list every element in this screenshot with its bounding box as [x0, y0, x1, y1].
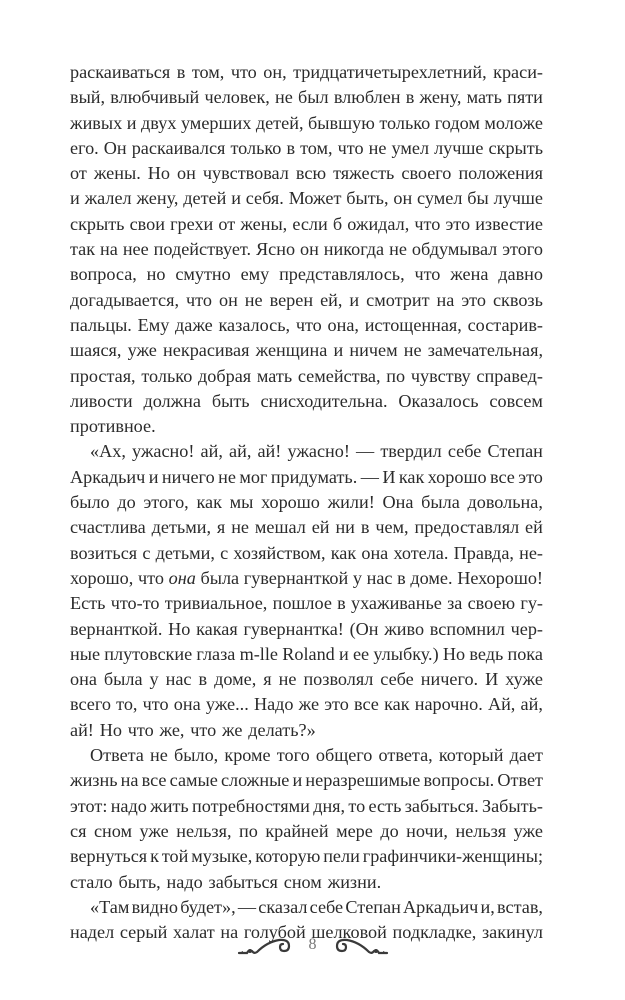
- text-line: так на нее подействует. Ясно он никогда не обдумывал этого: [70, 239, 543, 260]
- text-line: вернанткой. Но какая гувернантка! (Он живо вспомнил чер-: [70, 618, 543, 639]
- page-body-text: [70, 60, 543, 945]
- page-footer: [0, 930, 625, 960]
- text-line: Аркадьич и ничего не мог придумать. — И как хорошо все это: [70, 466, 543, 487]
- text-line: хорошо, что она была гувернанткой у нас в доме. Нехорошо!: [70, 567, 543, 588]
- ornament-right-icon: [331, 934, 389, 956]
- text-line: она была у нас в доме, я не позволял себе ничего. И хуже: [70, 669, 543, 690]
- text-line: догадывается, что он не верен ей, и смотрит на это сквозь: [70, 289, 543, 310]
- text-line: его. Он раскаивался только в том, что не умел лучше скрыть: [70, 137, 543, 158]
- text-line: ай! Но что же, что же делать?»: [70, 719, 316, 740]
- text-line: возиться с детьми, с хозяйством, как она хотела. Правда, не-: [70, 542, 543, 563]
- text-line: счастлива детьми, я не мешал ей ни в чем, предоставлял ей: [70, 517, 543, 538]
- text-line: живых и двух умерших детей, бывшую только годом моложе: [70, 112, 543, 133]
- text-line: Есть что-то тривиальное, пошлое в ухаживанье за своею гу-: [70, 593, 543, 614]
- ornament-left-icon: [237, 934, 295, 956]
- text-line: от жены. Но он чувствовал всю тяжесть своего положения: [70, 163, 543, 184]
- text-line: этот: надо жить потребностями дня, то есть забыться. Забыть-: [70, 795, 543, 816]
- text-line: Ответа не было, кроме того общего ответа, который дает: [90, 745, 543, 766]
- text-line: простая, только добрая мать семейства, по чувству справед-: [70, 365, 543, 386]
- text-line: всего то, что она уже... Надо же это все как нарочно. Ай, ай,: [70, 694, 543, 715]
- page-number: 8: [308, 936, 317, 953]
- text-line: было до этого, как мы хорошо жили! Она была довольна,: [70, 492, 543, 513]
- text-line: пальцы. Ему даже казалось, что она, истощенная, состарив-: [70, 314, 543, 335]
- text-line: раскаиваться в том, что он, тридцатичетырехлетний, краси-: [70, 62, 543, 82]
- text-line: вый, влюбчивый человек, не был влюблен в жену, мать пяти: [70, 87, 543, 108]
- text-line: вернуться к той музыке, которую пели графинчики-женщины;: [70, 846, 543, 867]
- text-line: ся сном уже нельзя, по крайней мере до ночи, нельзя уже: [70, 820, 543, 841]
- text-line: шаяся, уже некрасивая женщина и ничем не замечательная,: [70, 340, 543, 361]
- text-line: «Ах, ужасно! ай, ай, ай! ужасно! — твердил себе Степан: [90, 441, 543, 462]
- text-line: вопроса, но смутно ему представлялось, что жена давно: [70, 264, 543, 285]
- text-line: надел серый халат на голубой шелковой подкладке, закинул: [70, 922, 543, 943]
- text-line: стало быть, надо забыться сном жизни.: [70, 871, 382, 892]
- text-line: противное.: [70, 416, 156, 437]
- text-line: «Там видно будет», — сказал себе Степан Аркадьич и, встав,: [90, 896, 543, 917]
- text-line: жизнь на все самые сложные и неразрешимые вопросы. Ответ: [70, 770, 543, 791]
- text-line: и жалел жену, детей и себя. Может быть, он сумел бы лучше: [70, 188, 543, 209]
- text-line: ные плутовские глаза m-lle Roland и ее улыбку.) Но ведь пока: [70, 643, 543, 664]
- text-line: скрыть свои грехи от жены, если б ожидал, что это известие: [70, 213, 543, 234]
- text-line: ливости должна быть снисходительна. Оказалось совсем: [70, 390, 543, 411]
